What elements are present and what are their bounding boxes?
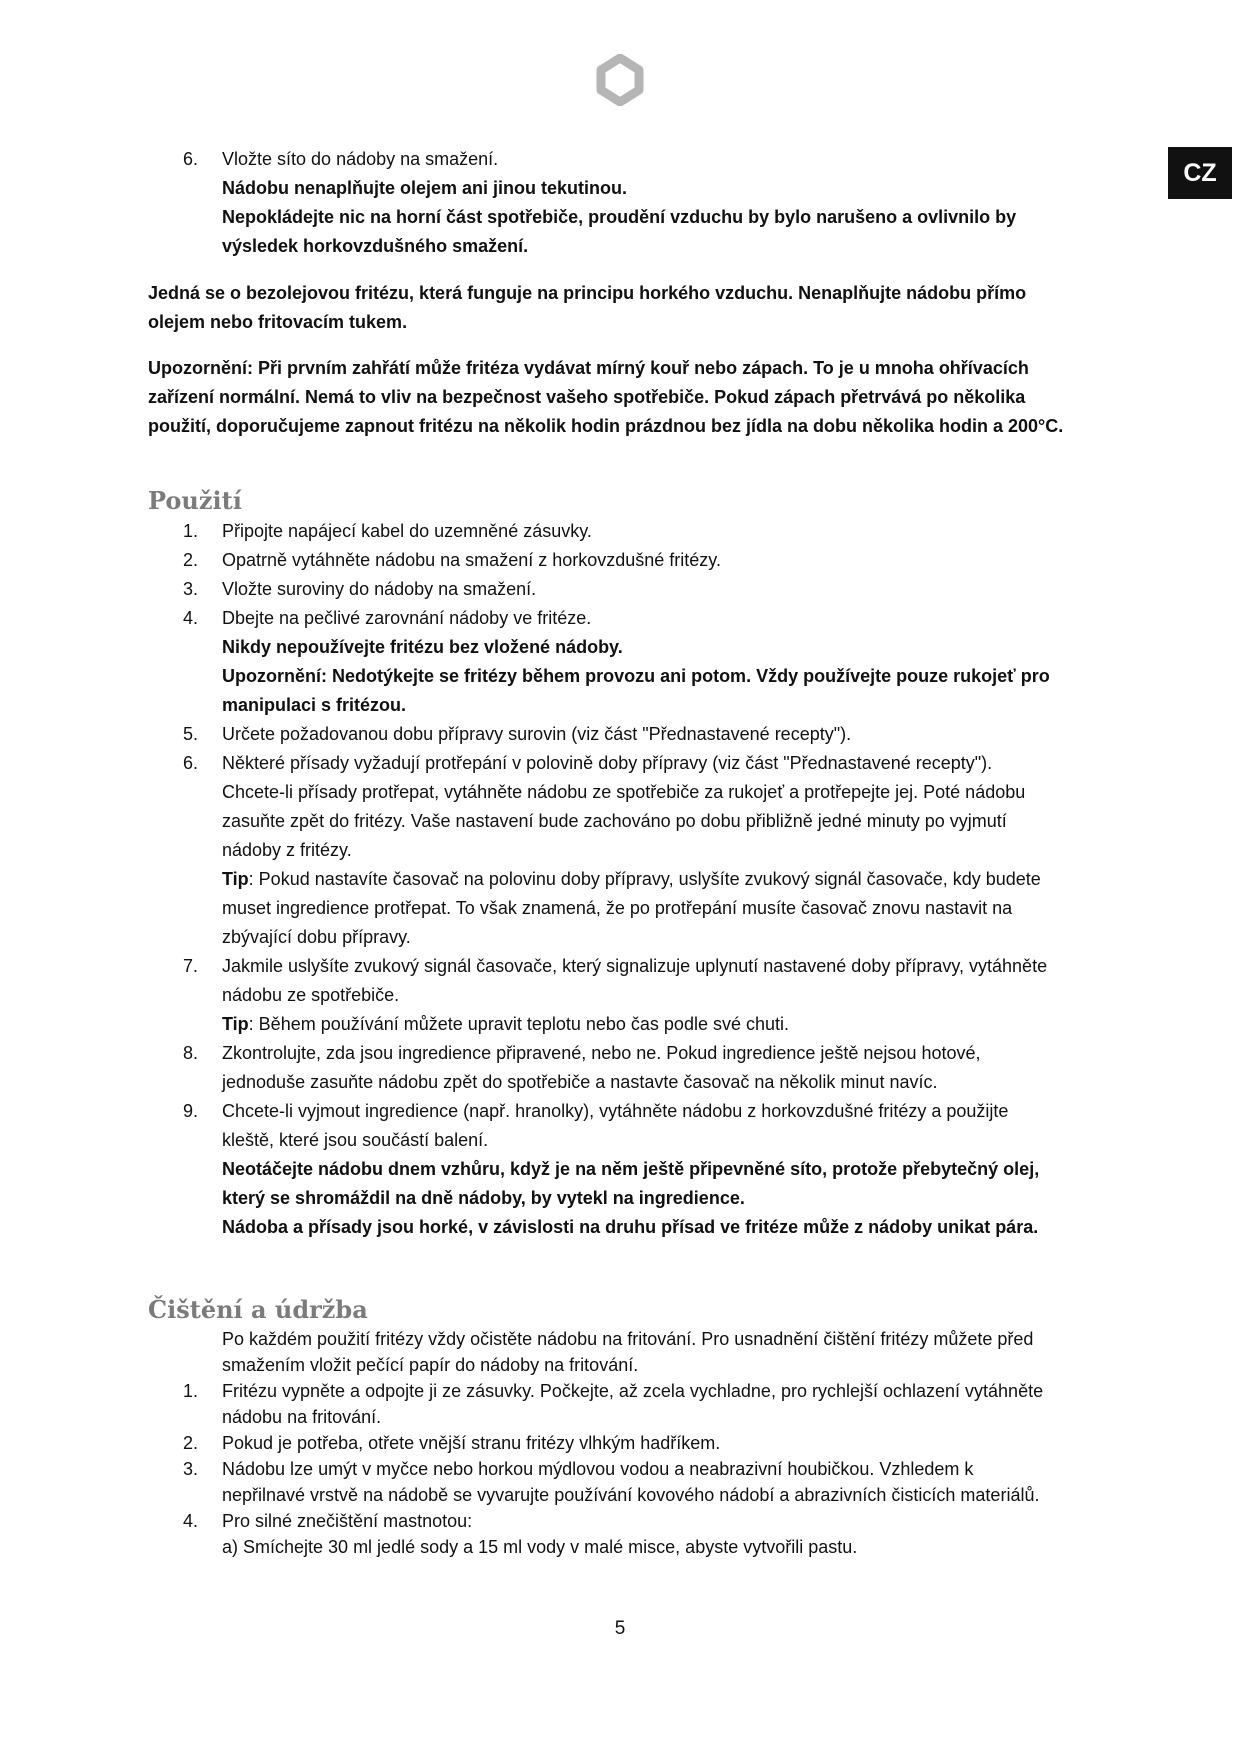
list-text: Nádobu lze umýt v myčce nebo horkou mýdlovou vodou a neabrazivní houbičkou. Vzhledem k (222, 1459, 974, 1479)
list-text: Pokud je potřeba, otřete vnější stranu fritézy vlhkým hadříkem. (222, 1433, 721, 1453)
page-content (148, 145, 1088, 1560)
list-continuation: kleště, které jsou součástí balení. (222, 1130, 489, 1150)
list-item (148, 546, 1088, 575)
list-number: 4. (183, 608, 199, 628)
list-number: 6. (183, 149, 199, 169)
list-number: 2. (183, 1433, 199, 1453)
list-text: Dbejte na pečlivé zarovnání nádoby ve fritéze. (222, 608, 592, 628)
warning-line: Nádoba a přísady jsou horké, v závislosti na druhu přísad ve fritéze může z nádoby unikat pára. (222, 1217, 1039, 1237)
cleaning-list (148, 1326, 1088, 1560)
list-text: Chcete-li vyjmout ingredience (např. hranolky), vytáhněte nádobu z horkovzdušné fritézy a použijte (222, 1101, 1009, 1121)
list-number: 4. (183, 1511, 199, 1531)
tip-line (148, 865, 1088, 894)
list-continuation: nádobu ze spotřebiče. (222, 985, 400, 1005)
warning-line: výsledek horkovzdušného smažení. (222, 236, 529, 256)
warning-line: Neotáčejte nádobu dnem vzhůru, když je na něm ještě připevněné síto, protože přebytečný olej, (222, 1159, 1040, 1179)
cleaning-heading: Čištění a údržba (148, 1295, 368, 1324)
warning-line: Nádobu nenaplňujte olejem ani jinou tekutinou. (222, 178, 628, 198)
list-item (148, 604, 1088, 633)
list-number: 7. (183, 956, 199, 976)
list-number: 5. (183, 724, 199, 744)
list-item (148, 517, 1088, 546)
oil-free-note: Jedná se o bezolejovou fritézu, která funguje na principu horkého vzduchu. Nenaplňujte nádobu přímo olejem nebo fritovacím tukem. (148, 283, 1027, 332)
list-continuation: zbývající dobu přípravy. (222, 927, 411, 947)
list-text: Vložte síto do nádoby na smažení. (222, 149, 499, 169)
list-continuation: nepřilnavé vrstvě na nádobě se vyvarujte používání kovového nádobí a abrazivních čisticích materiálů. (222, 1485, 1040, 1505)
list-continuation: nádoby z fritézy. (222, 840, 352, 860)
warning-line: manipulaci s fritézou. (222, 695, 407, 715)
warning-line: Nepokládejte nic na horní část spotřebiče, proudění vzduchu by bylo narušeno a ovlivnilo by (222, 207, 1017, 227)
list-number: 6. (183, 753, 199, 773)
list-continuation: zasuňte zpět do fritézy. Vaše nastavení bude zachováno po dobu přibližně jedné minuty po vyjmutí (222, 811, 1007, 831)
language-tab: CZ (1168, 147, 1232, 199)
list-number: 3. (183, 1459, 199, 1479)
warning-line: Upozornění: Nedotýkejte se fritézy během provozu ani potom. Vždy používejte pouze rukojeť pro (222, 666, 1050, 686)
warning-line: Nikdy nepoužívejte fritézu bez vložené nádoby. (222, 637, 623, 657)
list-item (148, 1508, 1088, 1534)
list-text: Některé přísady vyžadují protřepání v polovině doby přípravy (viz část "Přednastavené recepty"). (222, 753, 993, 773)
list-text: Opatrně vytáhněte nádobu na smažení z horkovzdušné fritézy. (222, 550, 721, 570)
tip-line (148, 1010, 1088, 1039)
list-text: Připojte napájecí kabel do uzemněné zásuvky. (222, 521, 592, 541)
tip-label: Tip (222, 869, 249, 889)
list-number: 3. (183, 579, 199, 599)
list-text: Fritézu vypněte a odpojte ji ze zásuvky. Počkejte, až zcela vychladne, pro rychlejší ochlazení vytáhněte (222, 1381, 1044, 1401)
page-number: 5 (614, 1618, 626, 1639)
usage-list (148, 517, 1088, 1242)
list-item (148, 575, 1088, 604)
list-item (148, 749, 1088, 778)
list-continuation: jednoduše zasuňte nádobu zpět do spotřebiče a nastavte časovač na několik minut navíc. (222, 1072, 938, 1092)
list-text: Pro silné znečištění mastnotou: (222, 1511, 473, 1531)
cleaning-intro: Po každém použití fritézy vždy očistěte nádobu na fritování. Pro usnadnění čištění fritézy můžete před (222, 1329, 1034, 1349)
list-number: 9. (183, 1101, 199, 1121)
tip-text: : Během používání můžete upravit teplotu nebo čas podle své chuti. (248, 1014, 789, 1034)
list-number: 1. (183, 521, 199, 541)
warning-line: který se shromáždil na dně nádoby, by vytekl na ingredience. (222, 1188, 745, 1208)
usage-heading: Použití (148, 486, 242, 515)
list-number: 2. (183, 550, 199, 570)
list-item (148, 1039, 1088, 1068)
list-number: 1. (183, 1381, 199, 1401)
brand-logo-icon (594, 54, 646, 106)
list-item (148, 1430, 1088, 1456)
intro-step (148, 145, 1088, 261)
tip-text: : Pokud nastavíte časovač na polovinu doby přípravy, uslyšíte zvukový signál časovače, kdy budete (248, 869, 1041, 889)
list-text: Jakmile uslyšíte zvukový signál časovače, který signalizuje uplynutí nastavené doby přípravy, vytáhněte (222, 956, 1048, 976)
list-item (148, 720, 1088, 749)
list-item (148, 952, 1088, 981)
list-continuation: muset ingredience protřepat. To však znamená, že po protřepání musíte časovač znovu nastavit na (222, 898, 1013, 918)
tip-label: Tip (222, 1014, 249, 1034)
list-text: Zkontrolujte, zda jsou ingredience připravené, nebo ne. Pokud ingredience ještě nejsou hotové, (222, 1043, 981, 1063)
list-text: Určete požadovanou dobu přípravy surovin (viz část "Přednastavené recepty"). (222, 724, 852, 744)
list-item (148, 1097, 1088, 1126)
list-item (148, 1456, 1088, 1482)
list-number: 8. (183, 1043, 199, 1063)
list-item (148, 1378, 1088, 1404)
list-continuation: Chcete-li přísady protřepat, vytáhněte nádobu ze spotřebiče za rukojeť a protřepejte jej. Poté nádobu (222, 782, 1026, 802)
list-continuation: nádobu na fritování. (222, 1407, 382, 1427)
list-text: Vložte suroviny do nádoby na smažení. (222, 579, 537, 599)
first-use-warning: Upozornění: Při prvním zahřátí může fritéza vydávat mírný kouř nebo zápach. To je u mnoha ohřívacích zařízení normální. Nemá to vliv na bezpečnost vašeho spotřebiče. Pokud zápach přetrvává po několika použití, doporučujeme zapnout fritézu na několik hodin prázdnou bez jídla na dobu několika hodin a 200°C. (148, 358, 1064, 436)
cleaning-intro: smažením vložit pečící papír do nádoby na fritování. (222, 1355, 639, 1375)
list-continuation: a) Smíchejte 30 ml jedlé sody a 15 ml vody v malé misce, abyste vytvořili pastu. (222, 1537, 858, 1557)
